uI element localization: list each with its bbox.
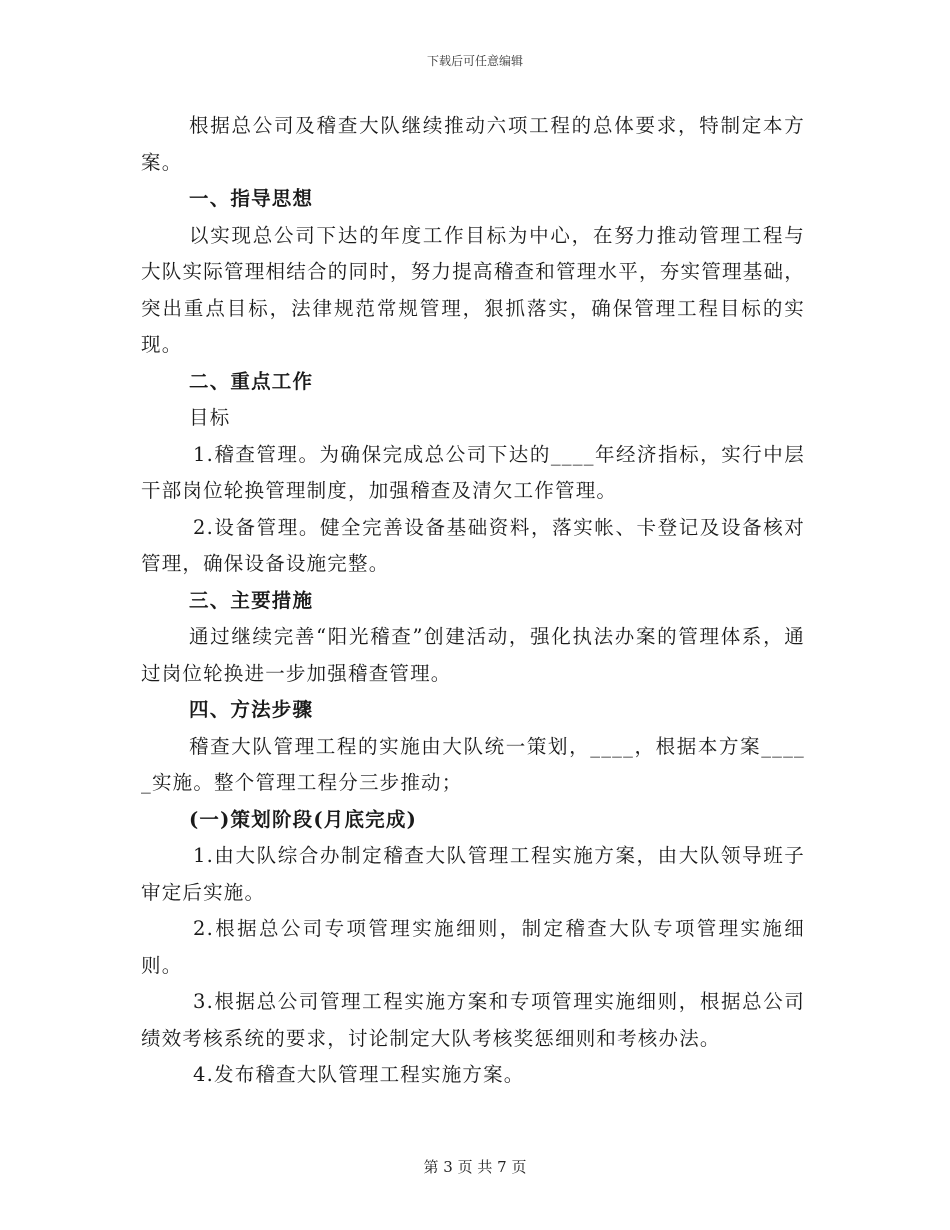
section-heading-main-measures: 三、主要措施 [189,588,314,612]
subsection-heading-planning-stage: (一)策划阶段(月底完成) [189,807,418,831]
paragraph-guiding-ideology: 以实现总公司下达的年度工作目标为中心，在努力推动管理工程与大队实际管理相结合的同时，努力提高稽查和管理水平，夯实管理基础，突出重点目标，法律规范常规管理，狠抓落实，确保管理工程目标的实现。 [141,223,805,356]
section-heading-key-work: 二、重点工作 [189,369,314,393]
section-heading-method-steps: 四、方法步骤 [189,698,314,721]
section-heading-guiding-ideology: 一、指导思想 [189,187,314,210]
paragraph-main-measures: 通过继续完善“阳光稽查”创建活动，强化执法办案的管理体系，通过岗位轮换进一步加强稽查管理。 [141,625,805,685]
paragraph-method-steps: 稽查大队管理工程的实施由大队统一策划，____，根据本方案_____实施。整个管理工程分三步推动； [141,734,805,794]
list-item-equipment-management: 2.设备管理。健全完善设备基础资料，落实帐、卡登记及设备核对管理，确保设备设施完整。 [141,515,805,575]
paragraph-target: 目标 [189,406,231,429]
intro-paragraph: 根据总公司及稽查大队继续推动六项工程的总体要求，特制定本方案。 [141,114,805,174]
page-footer: 第 3 页 共 7 页 [423,1158,527,1176]
document-body [141,108,805,1094]
list-item-step-3: 3.根据总公司管理工程实施方案和专项管理实施细则，根据总公司绩效考核系统的要求，讨论制定大队考核奖惩细则和考核办法。 [141,990,805,1050]
page-header: 下载后可任意编辑 [426,54,523,68]
list-item-inspection-management: 1.稽查管理。为确保完成总公司下达的____年经济指标，实行中层干部岗位轮换管理制度，加强稽查及清欠工作管理。 [141,442,805,502]
list-item-step-4: 4.发布稽查大队管理工程实施方案。 [193,1063,525,1086]
list-item-step-2: 2.根据总公司专项管理实施细则，制定稽查大队专项管理实施细则。 [141,917,805,977]
list-item-step-1: 1.由大队综合办制定稽查大队管理工程实施方案，由大队领导班子审定后实施。 [141,844,805,904]
